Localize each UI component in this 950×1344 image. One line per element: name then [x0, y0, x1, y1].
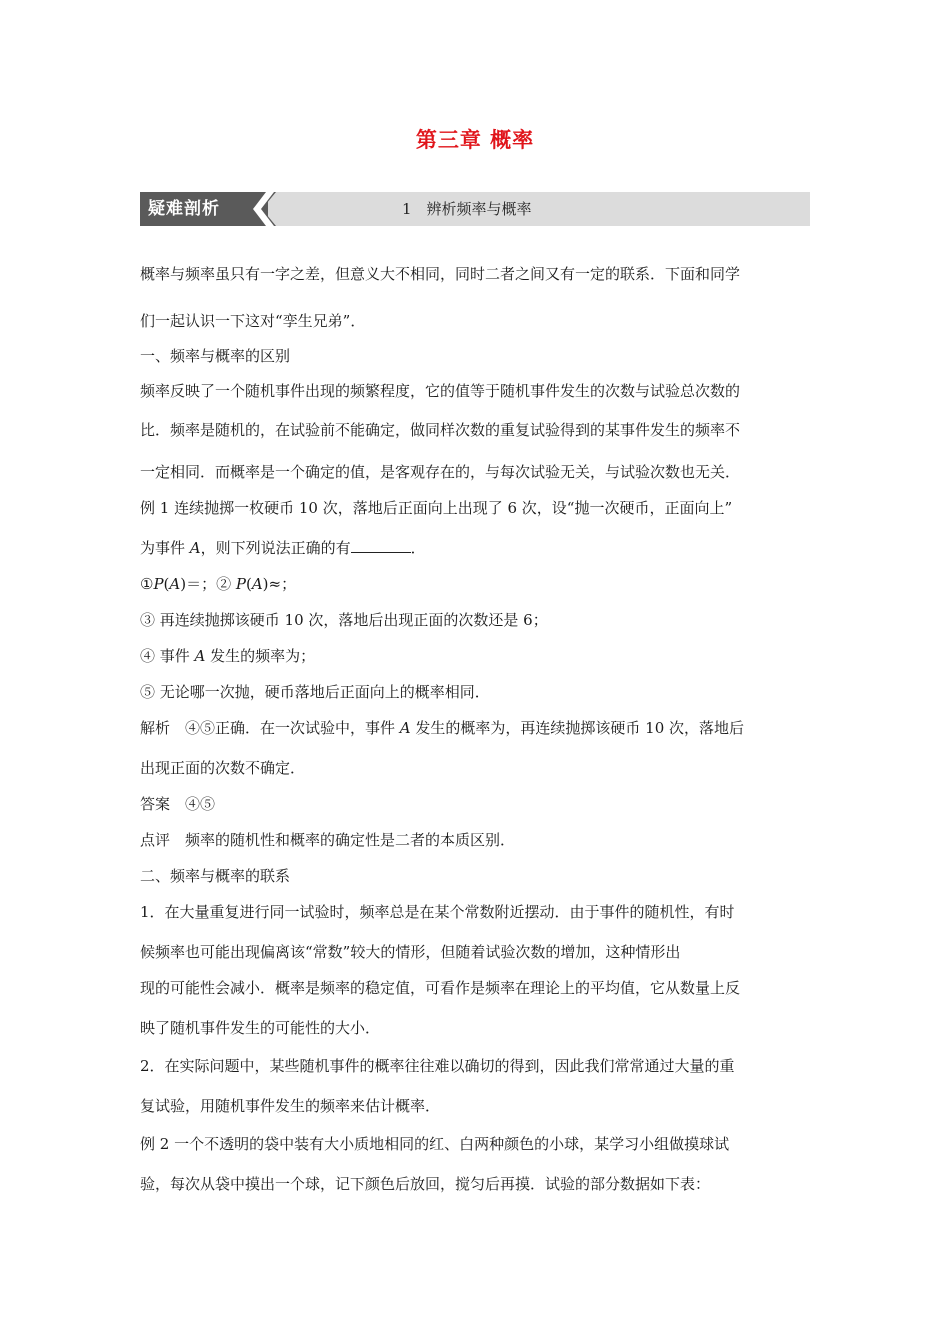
text: ，则下列说法正确的有 [200, 539, 351, 557]
text: ( [245, 575, 252, 593]
banner-arrow-icon [248, 192, 276, 226]
paragraph-line: 1．在大量重复进行同一试验时，频率总是在某个常数附近摆动．由于事件的随机性，有时 [140, 903, 735, 921]
var-p: P [153, 575, 164, 593]
example-line [140, 538, 426, 558]
text: )≈； [262, 575, 297, 593]
paragraph-line: 比．频率是随机的，在试验前不能确定，做同样次数的重复试验得到的某事件发生的频率不 [140, 421, 741, 439]
paragraph-line: 一定相同．而概率是一个确定的值，是客观存在的，与每次试验无关，与试验次数也无关． [140, 463, 741, 481]
section-heading: 一、频率与概率的区别 [140, 347, 291, 365]
paragraph-line: 候频率也可能出现偏离该“常数”较大的情形，但随着试验次数的增加，这种情形出 [140, 943, 681, 961]
paragraph-line: 2．在实际问题中，某些随机事件的概率往往难以确切的得到，因此我们常常通过大量的重 [140, 1057, 735, 1075]
text: ( [163, 575, 170, 593]
text: 解析 ④⑤正确．在一次试验中，事件 [140, 719, 400, 737]
example-line: 例 2 一个不透明的袋中装有大小质地相同的红、白两种颜色的小球，某学习小组做摸球试 [140, 1135, 730, 1153]
answer-blank [351, 538, 411, 553]
text: ① [140, 575, 154, 593]
var-a: A [251, 575, 263, 593]
var-a: A [189, 539, 201, 557]
option-line [140, 574, 296, 594]
paragraph-line: 复试验，用随机事件发生的频率来估计概率． [140, 1097, 441, 1115]
text: ． [410, 539, 426, 557]
var-a: A [169, 575, 181, 593]
paragraph-line: 映了随机事件发生的可能性的大小． [140, 1019, 381, 1037]
banner-tag: 疑难剖析 [140, 192, 268, 226]
option-line [140, 646, 315, 666]
option-line: ③ 再连续抛掷该硬币 10 次，落地后出现正面的次数还是 6； [140, 611, 548, 629]
comment-line: 点评 频率的随机性和概率的确定性是二者的本质区别． [140, 831, 516, 849]
var-a: A [194, 647, 206, 665]
paragraph-line: 们一起认识一下这对“孪生兄弟”． [140, 312, 366, 330]
example-line: 验，每次从袋中摸出一个球，记下颜色后放回，搅匀后再摸．试验的部分数据如下表： [140, 1175, 711, 1193]
analysis-line [140, 718, 744, 738]
paragraph-line: 概率与频率虽只有一字之差，但意义大不相同，同时二者之间又有一定的联系．下面和同学 [140, 265, 741, 283]
analysis-line: 出现正面的次数不确定． [140, 759, 306, 777]
text: 为事件 [140, 539, 190, 557]
answer-line: 答案 ④⑤ [140, 795, 216, 813]
text: )＝；② [180, 575, 236, 593]
paragraph-line: 频率反映了一个随机事件出现的频繁程度，它的值等于随机事件发生的次数与试验总次数的 [140, 382, 741, 400]
example-line: 例 1 连续抛掷一枚硬币 10 次，落地后正面向上出现了 6 次，设“抛一次硬币，正面向上” [140, 499, 733, 517]
option-line: ⑤ 无论哪一次抛，硬币落地后正面向上的概率相同． [140, 683, 490, 701]
chapter-title: 第三章 概率 [415, 128, 535, 152]
text: ④ 事件 [140, 647, 195, 665]
banner-subtitle: 1 辨析频率与概率 [402, 200, 532, 218]
paragraph-line: 现的可能性会减小．概率是频率的稳定值，可看作是频率在理论上的平均值，它从数量上反 [140, 979, 741, 997]
var-a: A [399, 719, 411, 737]
var-p: P [235, 575, 246, 593]
text: 发生的概率为，再连续抛掷该硬币 10 次，落地后 [410, 719, 745, 737]
section-banner [140, 192, 810, 226]
text: 发生的频率为； [205, 647, 316, 665]
section-heading: 二、频率与概率的联系 [140, 867, 291, 885]
